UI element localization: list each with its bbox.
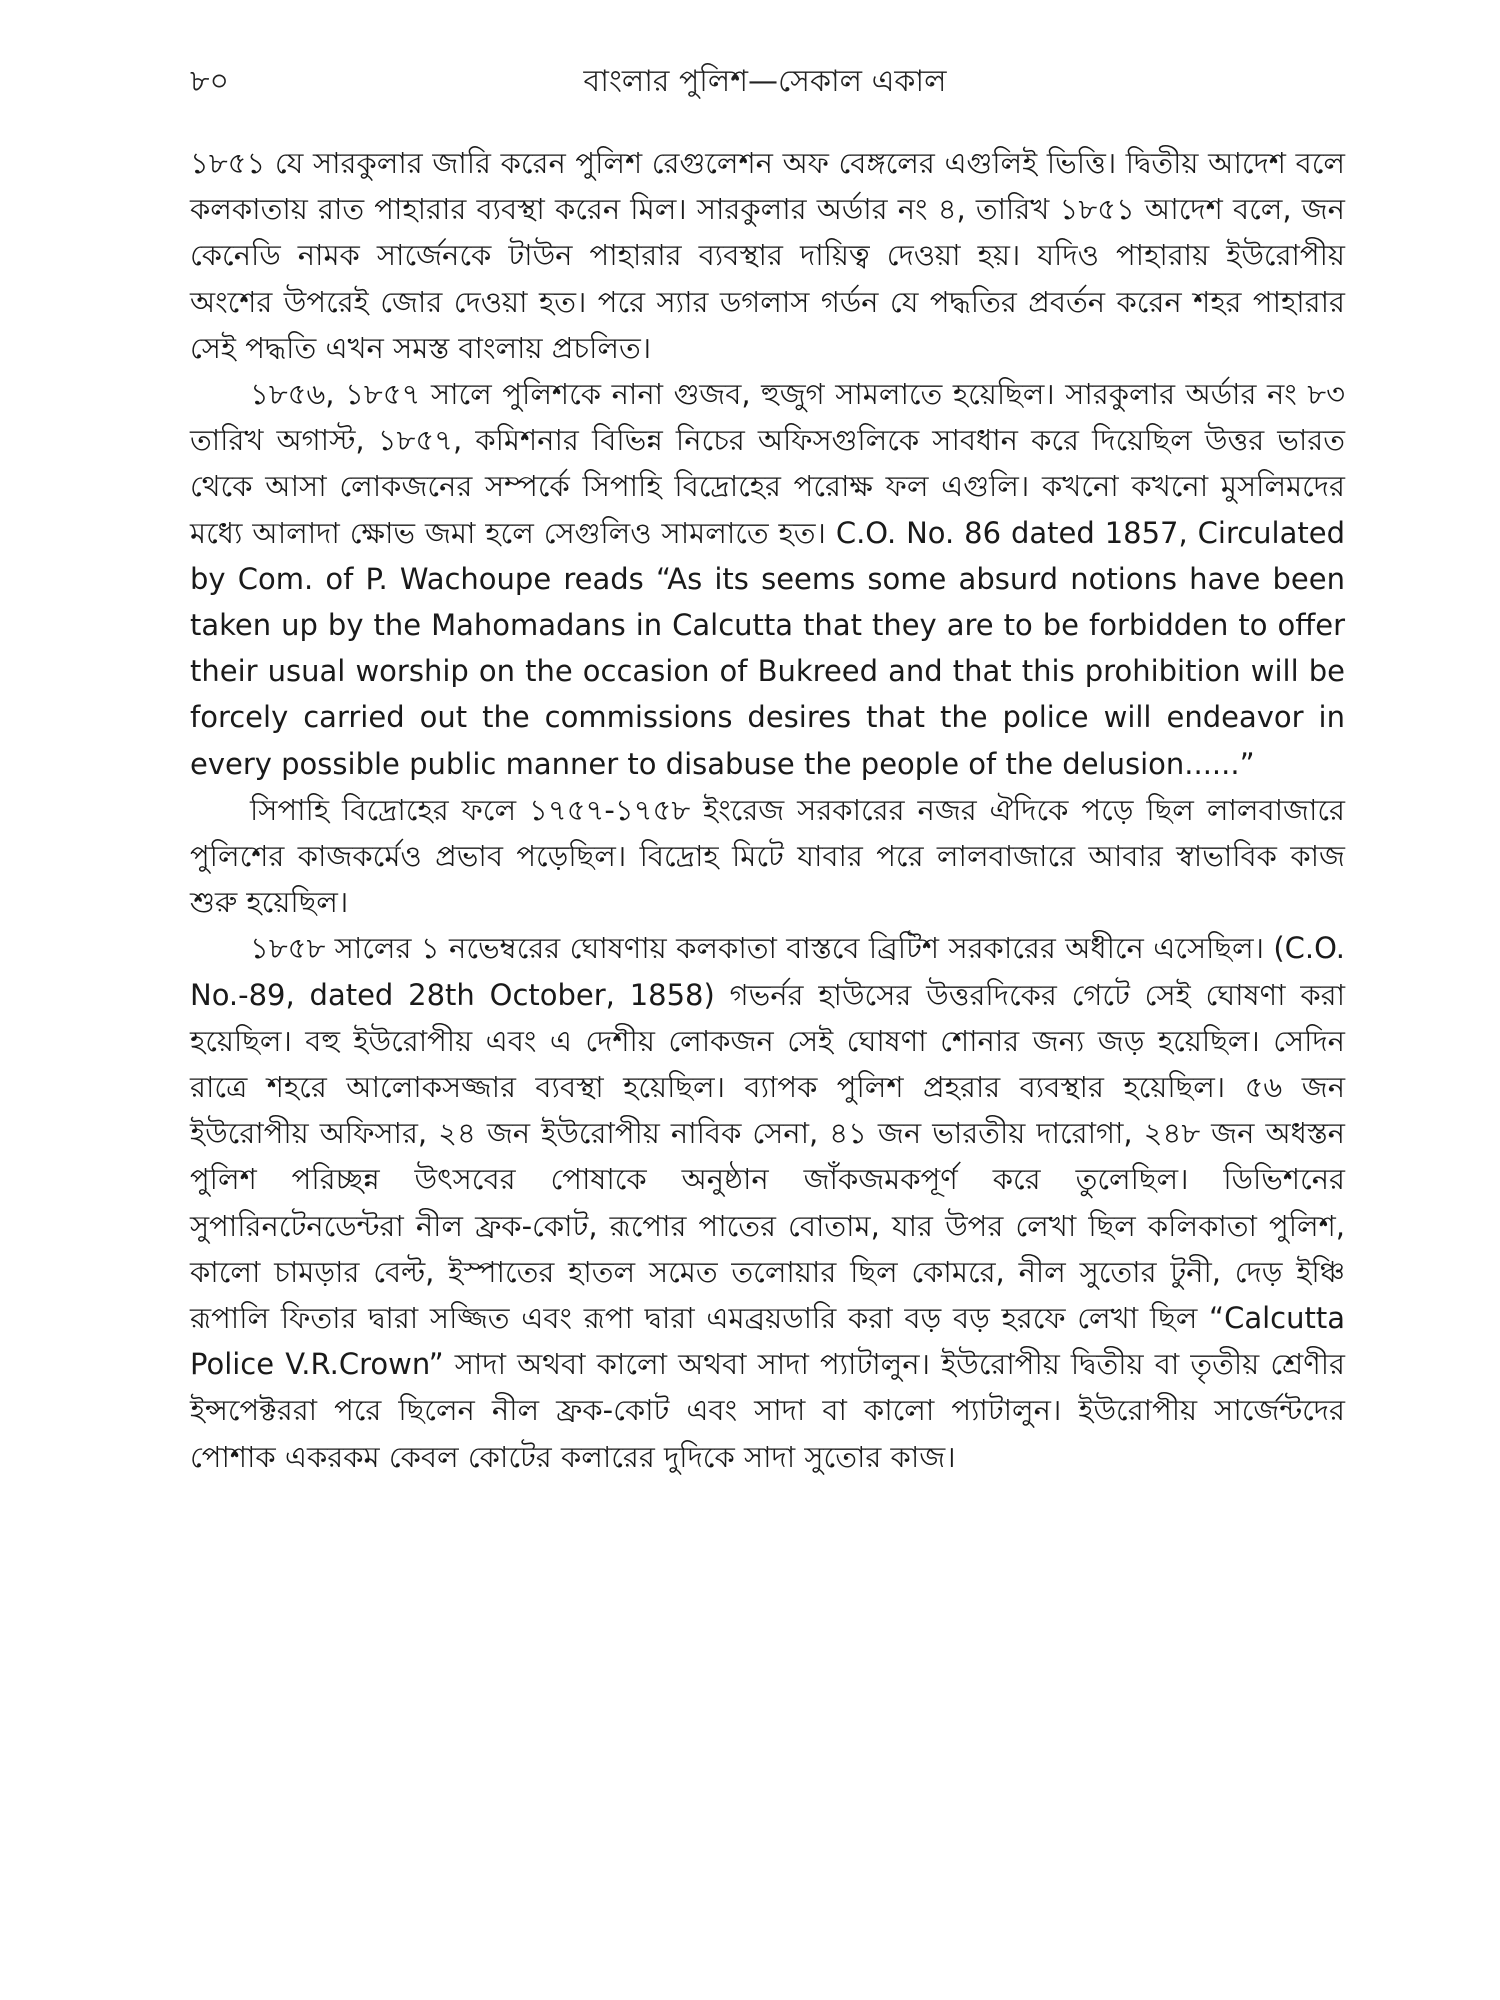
page-header bbox=[190, 52, 1340, 112]
paragraph-2: ১৮৫৬, ১৮৫৭ সালে পুলিশকে নানা গুজব, হুজুগ সামলাতে হয়েছিল। সারকুলার অর্ডার নং ৮৩ তারিখ অগাস্ট, ১৮৫৭, কমিশনার বিভিন্ন নিচের অফিসগুলিকে সাবধান করে দিয়েছিল উত্তর ভারত থেকে আসা লোকজনের সম্পর্কে সিপাহি বিদ্রোহের পরোক্ষ ফল এগুলি। কখনো কখনো মুসলিমদের মধ্যে আলাদা ক্ষোভ জমা হলে সেগুলিও সামলাতে হত। C.O. No. 86 dated 1857, Circulated by Com. of P. Wachoupe reads “As its seems some absurd notions have been taken up by the Mahomadans in Calcutta that they are to be forbidden to offer their usual worship on the occasion of Bukreed and that this prohibition will be forcely carried out the commissions desires that the police will endeavor in every possible public manner to disabuse the people of the delusion......” bbox=[190, 377, 1345, 781]
paragraph-1: ১৮৫১ যে সারকুলার জারি করেন পুলিশ রেগুলেশন অফ বেঙ্গলের এগুলিই ভিত্তি। দ্বিতীয় আদেশ বলে কলকাতায় রাত পাহারার ব্যবস্থা করেন মিল। সারকুলার অর্ডার নং ৪, তারিখ ১৮৫১ আদেশ বলে, জন কেনেডি নামক সার্জেনকে টাউন পাহারার ব্যবস্থার দায়িত্ব দেওয়া হয়। যদিও পাহারায় ইউরোপীয় অংশের উপরেই জোর দেওয়া হত। পরে স্যার ডগলাস গর্ডন যে পদ্ধতির প্রবর্তন করেন শহর পাহারার সেই পদ্ধতি এখন সমস্ত বাংলায় প্রচলিত। bbox=[190, 146, 1345, 365]
paragraph-4: ১৮৫৮ সালের ১ নভেম্বরের ঘোষণায় কলকাতা বাস্তবে ব্রিটিশ সরকারের অধীনে এসেছিল। (C.O. No.-89, dated 28th October, 1858) গভর্নর হাউসের উত্তরদিকের গেটে সেই ঘোষণা করা হয়েছিল। বহু ইউরোপীয় এবং এ দেশীয় লোকজন সেই ঘোষণা শোনার জন্য জড় হয়েছিল। সেদিন রাত্রে শহরে আলোকসজ্জার ব্যবস্থা হয়েছিল। ব্যাপক পুলিশ প্রহরার ব্যবস্থার হয়েছিল। ৫৬ জন ইউরোপীয় অফিসার, ২৪ জন ইউরোপীয় নাবিক সেনা, ৪১ জন ভারতীয় দারোগা, ২৪৮ জন অধস্তন পুলিশ পরিচ্ছন্ন উৎসবের পোষাকে অনুষ্ঠান জাঁকজমকপূর্ণ করে তুলেছিল। ডিভিশনের সুপারিনটেনডেন্টরা নীল ফ্রক-কোট, রূপোর পাতের বোতাম, যার উপর লেখা ছিল কলিকাতা পুলিশ, কালো চামড়ার বেল্ট, ইস্পাতের হাতল সমেত তলোয়ার ছিল কোমরে, নীল সুতোর টুনী, দেড় ইঞ্চি রূপালি ফিতার দ্বারা সজ্জিত এবং রূপা দ্বারা এমব্রয়ডারি করা বড় বড় হরফে লেখা ছিল “Calcutta Police V.R.Crown” সাদা অথবা কালো অথবা সাদা প্যাটালুন। ইউরোপীয় দ্বিতীয় বা তৃতীয় শ্রেণীর ইন্সপেক্টররা পরে ছিলেন নীল ফ্রক-কোট এবং সাদা বা কালো প্যাটালুন। ইউরোপীয় সার্জেন্টদের পোশাক একরকম কেবল কোটের কলারের দুদিকে সাদা সুতোর কাজ। bbox=[190, 931, 1345, 1474]
page-body bbox=[190, 140, 1345, 1480]
paragraph-3: সিপাহি বিদ্রোহের ফলে ১৭৫৭-১৭৫৮ ইংরেজ সরকারের নজর ঐদিকে পড়ে ছিল লালবাজারে পুলিশের কাজকর্মেও প্রভাব পড়েছিল। বিদ্রোহ মিটে যাবার পরে লালবাজারে আবার স্বাভাবিক কাজ শুরু হয়েছিল। bbox=[190, 792, 1345, 920]
running-title: বাংলার পুলিশ—সেকাল একাল bbox=[583, 64, 947, 99]
page-number: ৮০ bbox=[190, 64, 229, 99]
